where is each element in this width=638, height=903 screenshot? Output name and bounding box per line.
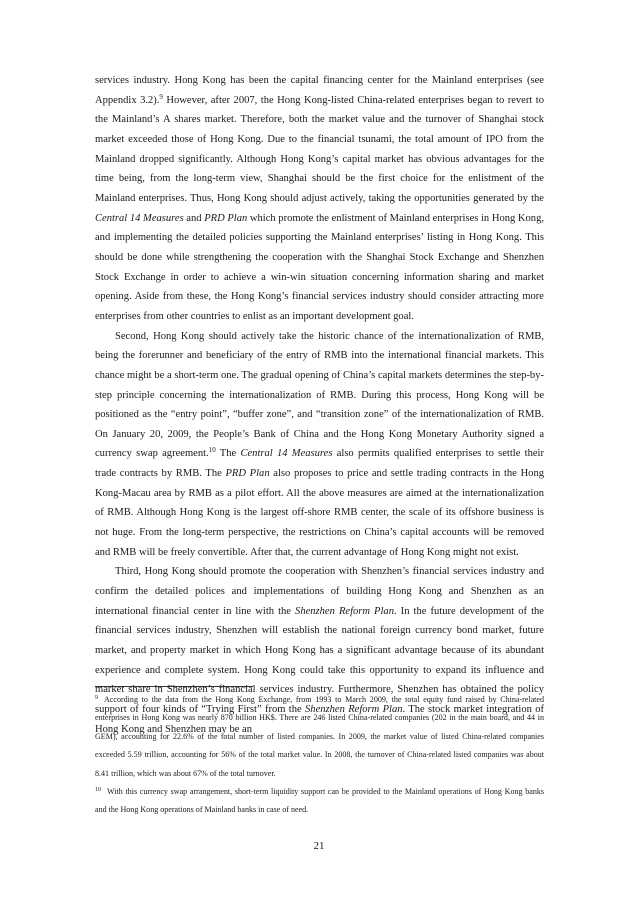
footnote [95,691,544,783]
text-run: which promote the enlistment of Mainland enterprises in Hong Kong, and implementing the detailed policies supporting the Mainland enterprises’ listing in Hong Kong. This should be done while strengthening the cooperation with the Shanghai Stock Exchange and Shenzhen Stock Exchange in order to achieve a win-win situation concerning information sharing and market opening. Aside from these, the Hong Kong’s financial services industry should consider attracting more enterprises from other countries to enlist as an important development goal. [95,212,544,322]
page-number: 21 [313,840,325,852]
italic-title: PRD Plan [204,212,248,224]
italic-title: Central 14 Measures [240,448,333,460]
footnote-text: According to the data from the Hong Kong Exchange, from 1993 to March 2009, the total equity fund raised by China-related enterprises in Hong Kong was nearly 870 billion HK$. There are 246 listed China-related companies (202 in the main board, and 44 in GEM), accounting for 22.6% of the total number of listed companies. In 2009, the market value of listed China-related companies exceeded 5.59 trillion, accounting for 56% of the total market value. In 2008, the turnover of China-related listed companies was about 8.41 trillion, which was about 67% of the total turnover. [95,695,544,778]
text-run: Second, Hong Kong should actively take the historic chance of the internationalization of RMB, being the forerunner and beneficiary of the entry of RMB into the international financial markets. This chance might be a short-term one. The gradual opening of China’s capital markets determines the step-by-step principle concerning the internationalization of RMB. During this process, Hong Kong will be positioned as the “entry point”, “buffer zone”, and “transition zone” of the internationalization of RMB. On January 20, 2009, the People’s Bank of China and the Hong Kong Monetary Authority signed a currency swap agreement. [95,330,544,460]
paragraph [95,327,544,563]
footnote-reference: 9 [159,92,163,101]
footnote-mark: 10 [95,787,101,794]
footnote-divider [95,686,253,687]
footnotes [95,691,544,820]
text-run: Third, Hong Kong should promote the cooperation with Shenzhen’s financial services industry and confirm the detailed polices and implementations of building Hong Kong and Shenzhen as an international financial center in line with the [95,566,544,617]
italic-title: Central 14 Measures [95,212,184,224]
footnote-text: With this currency swap arrangement, short-term liquidity support can be provided to the Mainland operations of Hong Kong banks and the Hong Kong operations of Mainland banks in case of need. [95,787,544,815]
text-run: also proposes to price and settle trading contracts in the Hong Kong-Macau area by RMB as a pilot effort. All the above measures are aimed at the internationalization of RMB. Although Hong Kong is the largest off-shore RMB center, the scale of its offshore business is not huge. From the long-term perspective, the restrictions on China’s capital accounts will be removed and RMB will be freely convertible. After that, the current advantage of Hong Kong might not exist. [95,468,545,558]
footnote [95,783,544,820]
text-run: . The stock market integration of Hong Kong and Shenzhen may be an [95,704,545,735]
paragraph [95,71,544,327]
text-run: services industry. Hong Kong has been the capital financing center for the Mainland enterprises (see Appendix 3.2). [95,75,544,106]
italic-title: PRD Plan [225,468,270,480]
body-text [95,71,544,739]
text-run: The [215,448,241,460]
text-run: and [183,212,205,224]
text-run: also permits qualified enterprises to settle their trade contracts by RMB. The [95,448,544,480]
text-run: . In the future development of the financial services industry, Shenzhen will establish the national foreign currency bond market, future market, and property market in which Hong Kong has a significant advantage because of its abundant experience and complete system. Hong Kong could take this opportunity to expand its influence and market share in Shenzhen’s financial services industry. Furthermore, Shenzhen has obtained the policy support of four kinds of “Trying First” from the [95,605,544,715]
italic-title: Shenzhen Reform Plan [295,605,394,617]
text-run: However, after 2007, the Hong Kong-listed China-related enterprises began to revert to the Mainland’s A shares market. Therefore, both the market value and the turnover of Shanghai stock market exceeded those of Hong Kong. Due to the financial tsunami, the total amount of IPO from the Mainland dropped significantly. Although Hong Kong’s capital market has obvious advantages for the time being, from the long-term view, Shanghai should be the first choice for the enlistment of the Mainland enterprises. Thus, Hong Kong should adjust actively, taking the opportunities generated by the [95,94,544,204]
italic-title: Shenzhen Reform Plan [305,704,403,715]
footnote-mark: 9 [95,695,98,701]
footnote-reference: 10 [208,446,216,455]
